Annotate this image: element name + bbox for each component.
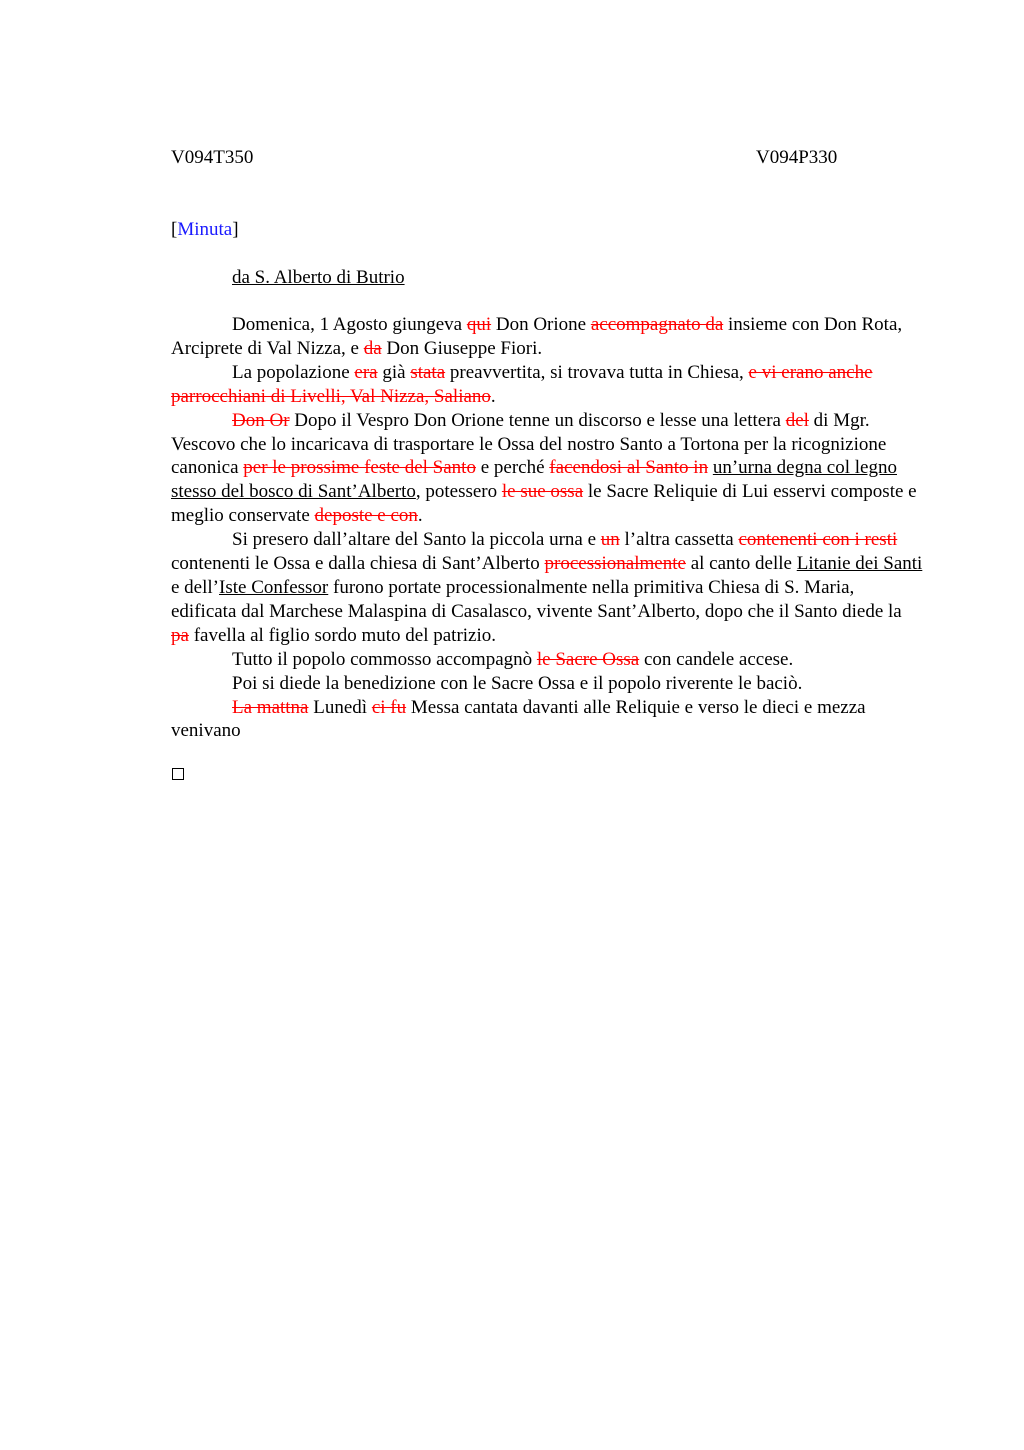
text-run: già bbox=[377, 361, 411, 383]
paragraph bbox=[171, 361, 923, 409]
text-run: Dopo il Vespro Don Orione tenne un discorso e lesse una lettera bbox=[289, 409, 786, 431]
deleted-text: La mattna bbox=[232, 696, 309, 718]
text-run: e perché bbox=[475, 457, 550, 479]
text-run: La popolazione bbox=[232, 361, 355, 383]
text-run: e dell’ bbox=[171, 576, 220, 598]
text-run: Poi si diede la benedizione con le Sacre Ossa e il popolo riverente le baciò. bbox=[232, 672, 803, 694]
deleted-text: deposte e con bbox=[314, 505, 418, 527]
deleted-text: le sue ossa bbox=[501, 481, 584, 503]
text-run: Si presero dall’altare del Santo la piccola urna e bbox=[232, 529, 601, 551]
text-run: le Sacre Reliquie di Lui esservi composte e meglio conservate bbox=[171, 481, 917, 527]
deleted-text: era bbox=[354, 361, 378, 383]
text-run: furono portate processionalmente nella primitiva Chiesa di S. Maria, edificata dal Marchese Malaspina di Casalasco, vivente Sant’Alberto, dopo che il Santo diede la bbox=[171, 576, 902, 622]
header-right-code: V094P330 bbox=[756, 147, 838, 168]
minuta-word: Minuta bbox=[177, 219, 233, 240]
deleted-text: le Sacre Ossa bbox=[536, 648, 640, 670]
text-run: preavvertita, si trovava tutta in Chiesa, bbox=[445, 361, 749, 383]
paragraph bbox=[171, 672, 923, 696]
text-run: Don Orione bbox=[491, 314, 591, 335]
text-run: con candele accese. bbox=[639, 648, 794, 670]
underlined-text: Litanie dei Santi bbox=[796, 553, 923, 575]
deleted-text: facendosi al Santo in bbox=[549, 457, 709, 479]
text-run: , potessero bbox=[415, 481, 502, 503]
text-run: . bbox=[490, 385, 496, 407]
header-left-code: V094T350 bbox=[171, 147, 254, 168]
document-body bbox=[171, 313, 923, 743]
minuta-open-bracket: [ bbox=[171, 219, 178, 240]
deleted-text: da bbox=[363, 337, 382, 359]
minuta-close-bracket: ] bbox=[232, 219, 239, 240]
deleted-text: Don Or bbox=[232, 409, 290, 431]
paragraph bbox=[171, 409, 923, 529]
paragraph bbox=[171, 528, 923, 648]
text-run: insieme con Don Rota, Arciprete di Val Nizza, e bbox=[171, 314, 903, 359]
deleted-text: stata bbox=[410, 361, 446, 383]
underlined-text: un’urna degna col legno stesso del bosco di Sant’Alberto bbox=[171, 457, 897, 503]
text-run: al canto delle bbox=[685, 553, 797, 575]
text-run: Tutto il popolo commosso accompagnò bbox=[232, 648, 537, 670]
text-run: Don Giuseppe Fiori. bbox=[381, 337, 543, 359]
text-run: . bbox=[417, 505, 423, 527]
deleted-text: processionalmente bbox=[544, 553, 686, 575]
text-run: contenenti le Ossa e dalla chiesa di Sant’Alberto bbox=[171, 553, 545, 575]
paragraph bbox=[171, 696, 923, 744]
text-run: favella al figlio sordo muto del patrizio. bbox=[188, 624, 497, 646]
document-heading: da S. Alberto di Butrio bbox=[232, 267, 405, 288]
deleted-text: pa bbox=[171, 624, 189, 646]
deleted-text: e vi erano anche parrocchiani di Livelli, Val Nizza, Saliano bbox=[171, 361, 873, 407]
text-run: Lunedì bbox=[308, 696, 372, 718]
deleted-text: un bbox=[600, 529, 620, 551]
underlined-text: Iste Confessor bbox=[219, 576, 329, 598]
text-run: Domenica, 1 Agosto giungeva bbox=[232, 314, 467, 335]
text-run: l’altra cassetta bbox=[619, 529, 739, 551]
deleted-text: accompagnato da bbox=[590, 314, 724, 335]
deleted-text: contenenti con i resti bbox=[738, 529, 898, 551]
text-run: Messa cantata davanti alle Reliquie e verso le dieci e mezza venivano bbox=[171, 696, 866, 742]
deleted-text: del bbox=[785, 409, 809, 431]
end-square-icon bbox=[172, 768, 184, 780]
paragraph bbox=[171, 313, 923, 361]
paragraph bbox=[171, 648, 923, 672]
deleted-text: qui bbox=[466, 314, 492, 335]
minuta-label bbox=[171, 218, 239, 242]
deleted-text: ci fu bbox=[371, 696, 407, 718]
deleted-text: per le prossime feste del Santo bbox=[243, 457, 476, 479]
text-run: di Mgr. Vescovo che lo incaricava di trasportare le Ossa del nostro Santo a Tortona per la ricognizione canonica bbox=[171, 409, 887, 479]
